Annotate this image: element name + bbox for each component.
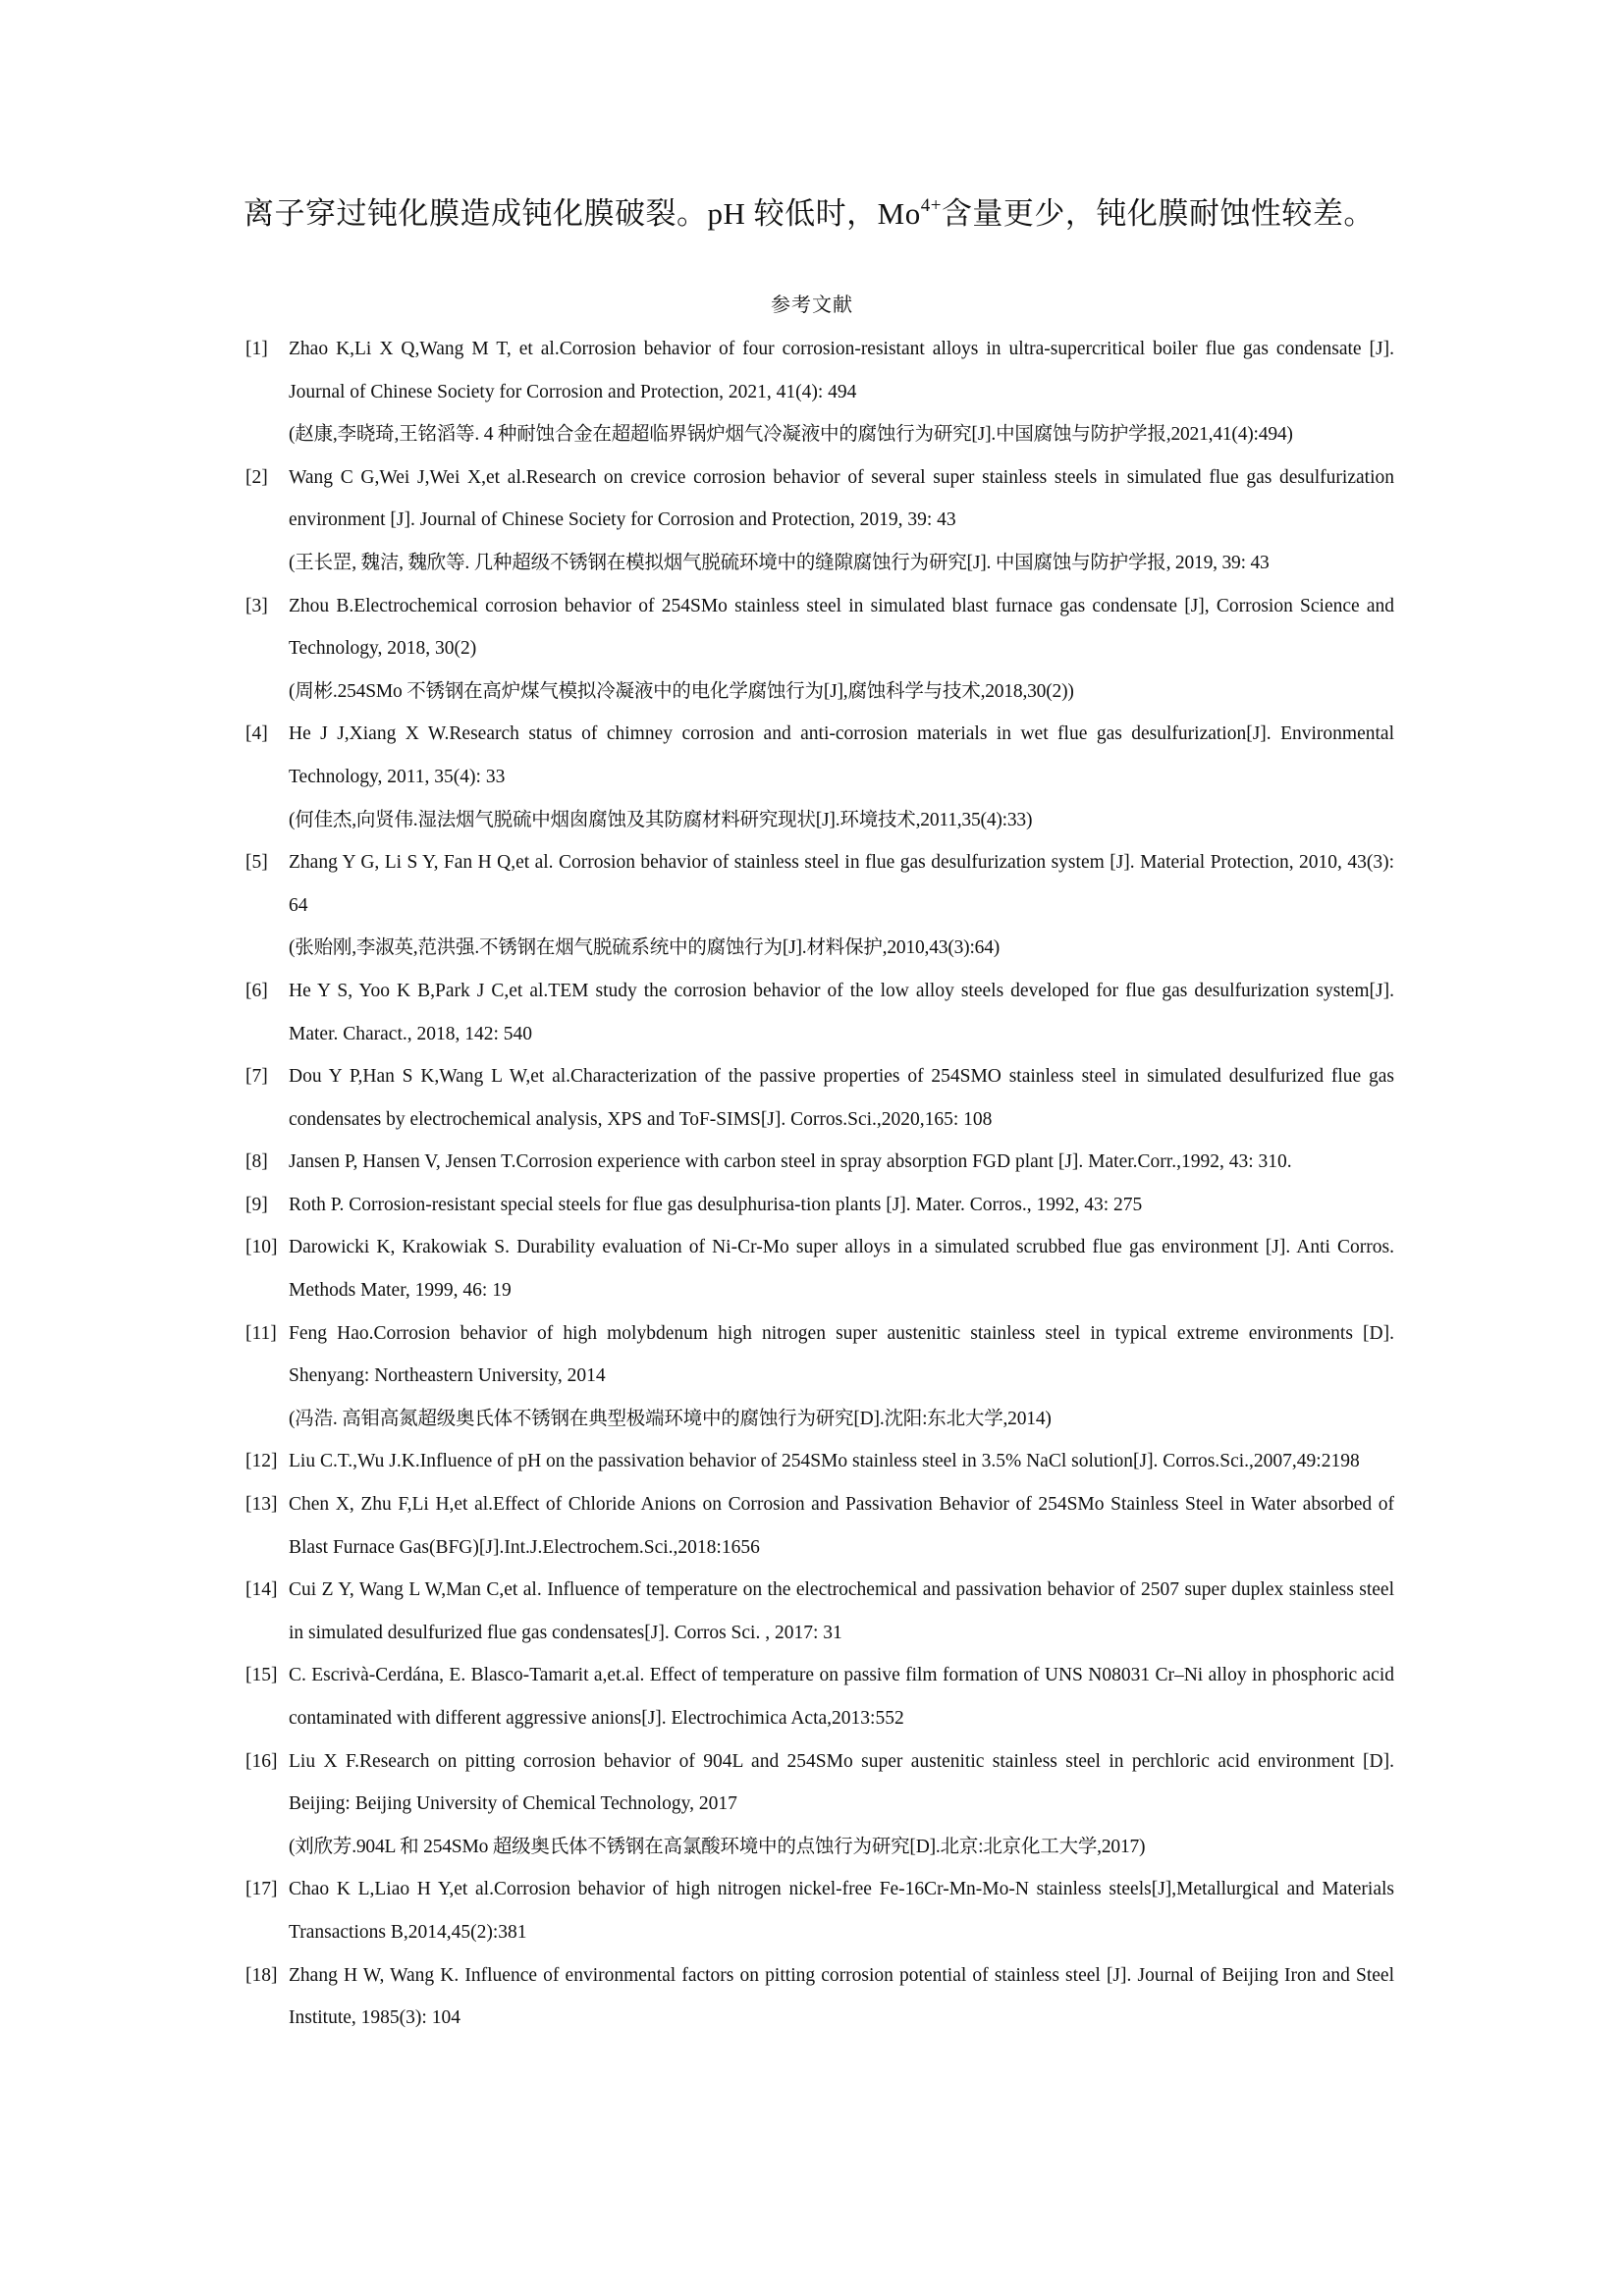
reference-chinese-translation: (刘欣芳.904L 和 254SMo 超级奥氏体不锈钢在高氯酸环境中的点蚀行为研究[D].北京:北京化工大学,2017) (289, 1836, 1146, 1857)
reference-chinese-translation: (冯浩. 高钼高氮超级奥氏体不锈钢在典型极端环境中的腐蚀行为研究[D].沈阳:东北大学,2014) (289, 1408, 1052, 1429)
intro-paragraph (244, 192, 1402, 236)
reference-item (245, 1654, 1394, 1739)
reference-item (245, 1312, 1394, 1441)
reference-number: [3] (245, 595, 268, 616)
reference-number: [5] (245, 852, 268, 874)
reference-item (245, 1740, 1394, 1869)
reference-item (245, 713, 1394, 841)
reference-number: [9] (245, 1194, 268, 1215)
reference-text: He J J,Xiang X W.Research status of chimney corrosion and anti-corrosion materials in wet flue gas desulfurization[J]. Environmental Technology, 2011, 35(4): 33 (289, 723, 1394, 787)
reference-number: [15] (245, 1665, 278, 1686)
reference-text: Jansen P, Hansen V, Jensen T.Corrosion experience with carbon steel in spray absorption FGD plant [J]. Mater.Corr.,1992, 43: 310. (289, 1151, 1292, 1173)
reference-number: [2] (245, 466, 268, 488)
intro-text-after-superscript: 含量更少，钝化膜耐蚀性较差。 (941, 196, 1375, 231)
references-list (245, 328, 1394, 2040)
references-heading: 参考文献 (771, 294, 853, 316)
reference-text: Chao K L,Liao H Y,et al.Corrosion behavior of high nitrogen nickel-free Fe-16Cr-Mn-Mo-N stainless steels[J],Metallurgical and Materials Transactions B,2014,45(2):381 (289, 1879, 1394, 1943)
reference-item (245, 1868, 1394, 1953)
reference-item (245, 1954, 1394, 2040)
reference-chinese-translation: (赵康,李晓琦,王铭滔等. 4 种耐蚀合金在超超临界锅炉烟气冷凝液中的腐蚀行为研究[J].中国腐蚀与防护学报,2021,41(4):494) (289, 424, 1293, 446)
reference-item (245, 585, 1394, 714)
reference-item (245, 1184, 1394, 1227)
reference-text: Chen X, Zhu F,Li H,et al.Effect of Chloride Anions on Corrosion and Passivation Behavior of 254SMo Stainless Steel in Water absorbed of Blast Furnace Gas(BFG)[J].Int.J.Electrochem.Sci.,2018:1656 (289, 1494, 1394, 1558)
reference-chinese-translation: (张贻刚,李淑英,范洪强.不锈钢在烟气脱硫系统中的腐蚀行为[J].材料保护,2010,43(3):64) (289, 937, 1001, 959)
reference-number: [18] (245, 1964, 278, 1986)
reference-number: [4] (245, 723, 268, 745)
reference-text: Zhao K,Li X Q,Wang M T, et al.Corrosion behavior of four corrosion-resistant alloys in ultra-supercritical boiler flue gas condensate [J]. Journal of Chinese Society for Corrosion and Protection, 2021, 41(4): 494 (289, 339, 1394, 402)
reference-text: Dou Y P,Han S K,Wang L W,et al.Characterization of the passive properties of 254SMO stainless steel in simulated desulfurized flue gas condensates by electrochemical analysis, XPS and ToF-SIMS[J]. Corros.Sci.,2020,165: 108 (289, 1066, 1394, 1130)
reference-number: [10] (245, 1237, 278, 1258)
reference-item (245, 970, 1394, 1055)
reference-number: [13] (245, 1494, 278, 1516)
reference-item (245, 1226, 1394, 1311)
reference-number: [11] (245, 1322, 277, 1344)
reference-number: [14] (245, 1579, 278, 1601)
reference-number: [7] (245, 1066, 268, 1088)
reference-text: Zhang Y G, Li S Y, Fan H Q,et al. Corrosion behavior of stainless steel in flue gas desulfurization system [J]. Material Protection, 2010, 43(3): 64 (289, 852, 1394, 916)
reference-text: Liu C.T.,Wu J.K.Influence of pH on the passivation behavior of 254SMo stainless steel in 3.5% NaCl solution[J]. Corros.Sci.,2007,49:2198 (289, 1451, 1360, 1472)
reference-number: [16] (245, 1750, 278, 1772)
reference-text: Zhang H W, Wang K. Influence of environmental factors on pitting corrosion potential of stainless steel [J]. Journal of Beijing Iron and Steel Institute, 1985(3): 104 (289, 1964, 1394, 2029)
reference-number: [17] (245, 1879, 278, 1900)
reference-item (245, 1440, 1394, 1483)
reference-number: [12] (245, 1451, 278, 1472)
reference-text: C. Escrivà-Cerdána, E. Blasco-Tamarit a,et.al. Effect of temperature on passive film formation of UNS N08031 Cr–Ni alloy in phosphoric acid contaminated with different aggressive anions[J]. Electrochimica Acta,2013:552 (289, 1665, 1394, 1729)
reference-text: Darowicki K, Krakowiak S. Durability evaluation of Ni-Cr-Mo super alloys in a simulated scrubbed flue gas environment [J]. Anti Corros. Methods Mater, 1999, 46: 19 (289, 1237, 1394, 1302)
reference-item (245, 841, 1394, 970)
reference-text: Liu X F.Research on pitting corrosion behavior of 904L and 254SMo super austenitic stainless steel in perchloric acid environment [D]. Beijing: Beijing University of Chemical Technology, 2017 (289, 1750, 1394, 1815)
reference-item (245, 1141, 1394, 1184)
intro-text-before-superscript: 离子穿过钝化膜造成钝化膜破裂。pH 较低时，Mo (244, 196, 921, 231)
reference-item (245, 328, 1394, 456)
reference-item (245, 1055, 1394, 1141)
reference-text: Roth P. Corrosion-resistant special steels for flue gas desulphurisa-tion plants [J]. Mater. Corros., 1992, 43: 275 (289, 1194, 1143, 1215)
mo-charge-superscript: 4+ (920, 194, 942, 216)
reference-number: [6] (245, 980, 268, 1001)
reference-text: Cui Z Y, Wang L W,Man C,et al. Influence of temperature on the electrochemical and passivation behavior of 2507 super duplex stainless steel in simulated desulfurized flue gas condensates[J]. Corros Sci. , 2017: 31 (289, 1579, 1394, 1643)
reference-item (245, 1569, 1394, 1654)
reference-text: He Y S, Yoo K B,Park J C,et al.TEM study the corrosion behavior of the low alloy steels developed for flue gas desulfurization system[J]. Mater. Charact., 2018, 142: 540 (289, 980, 1394, 1044)
reference-text: Zhou B.Electrochemical corrosion behavior of 254SMo stainless steel in simulated blast furnace gas condensate [J], Corrosion Science and Technology, 2018, 30(2) (289, 595, 1394, 660)
reference-chinese-translation: (周彬.254SMo 不锈钢在高炉煤气模拟冷凝液中的电化学腐蚀行为[J],腐蚀科学与技术,2018,30(2)) (289, 680, 1074, 702)
reference-item (245, 456, 1394, 585)
reference-number: [8] (245, 1151, 268, 1173)
reference-number: [1] (245, 339, 268, 359)
reference-chinese-translation: (王长罡, 魏洁, 魏欣等. 几种超级不锈钢在模拟烟气脱硫环境中的缝隙腐蚀行为研究[J]. 中国腐蚀与防护学报, 2019, 39: 43 (289, 552, 1270, 573)
reference-text: Wang C G,Wei J,Wei X,et al.Research on crevice corrosion behavior of several super stainless steels in simulated flue gas desulfurization environment [J]. Journal of Chinese Society for Corrosion and Protection, 2019, 39: 43 (289, 466, 1394, 531)
reference-text: Feng Hao.Corrosion behavior of high molybdenum high nitrogen super austenitic stainless steel in typical extreme environments [D]. Shenyang: Northeastern University, 2014 (289, 1322, 1394, 1387)
reference-chinese-translation: (何佳杰,向贤伟.湿法烟气脱硫中烟囱腐蚀及其防腐材料研究现状[J].环境技术,2011,35(4):33) (289, 809, 1033, 830)
reference-item (245, 1483, 1394, 1569)
